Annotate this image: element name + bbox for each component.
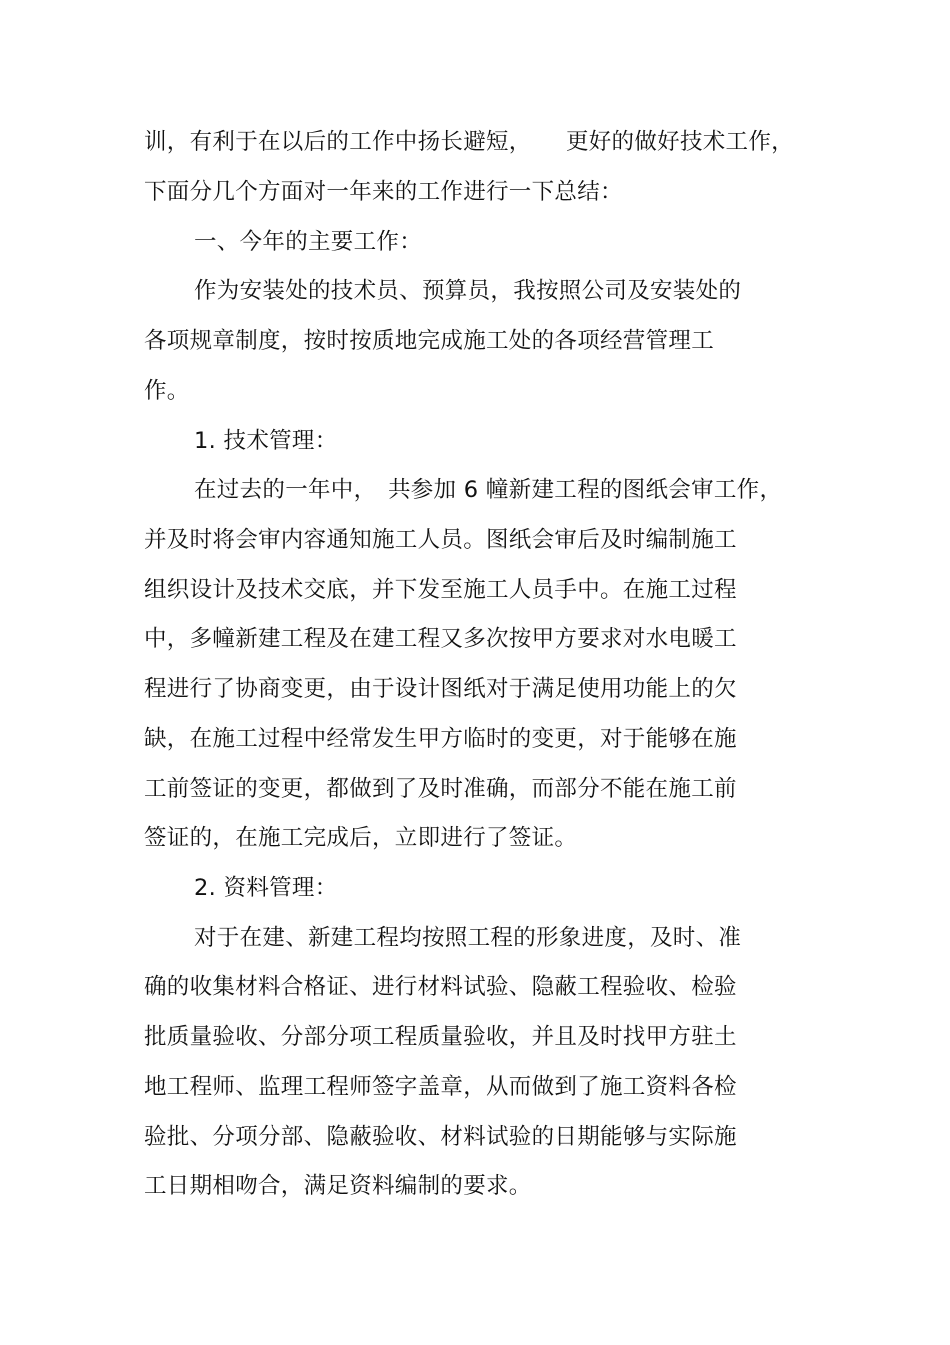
text-line: 缺，在施工过程中经常发生甲方临时的变更，对于能够在施 [144,726,737,752]
text-line: 工前签证的变更，都做到了及时准确，而部分不能在施工前 [144,776,737,802]
section-heading: 一、今年的主要工作： [194,229,423,255]
text-line: 地工程师、监理工程师签字盖章，从而做到了施工资料各检 [144,1074,737,1100]
text-line: 工日期相吻合，满足资料编制的要求。 [144,1173,532,1199]
subsection-heading: 2. 资料管理： [194,875,338,901]
text-line: 训，有利于在以后的工作中扬长避短， 更好的做好技术工作， [144,129,794,155]
text-line: 作为安装处的技术员、预算员，我按照公司及安装处的 [194,278,742,304]
text-line: 验批、分项分部、隐蔽验收、材料试验的日期能够与实际施 [144,1124,737,1150]
subsection-heading: 1. 技术管理： [194,428,338,454]
text-line: 程进行了协商变更，由于设计图纸对于满足使用功能上的欠 [144,676,737,702]
text-line: 在过去的一年中， 共参加 6 幢新建工程的图纸会审工作， [194,477,783,503]
text-line: 组织设计及技术交底，并下发至施工人员手中。在施工过程 [144,577,737,603]
text-line: 作。 [144,378,190,404]
text-line: 并及时将会审内容通知施工人员。图纸会审后及时编制施工 [144,527,737,553]
text-line: 签证的，在施工完成后，立即进行了签证。 [144,825,578,851]
text-line: 对于在建、新建工程均按照工程的形象进度，及时、准 [194,925,742,951]
text-line: 下面分几个方面对一年来的工作进行一下总结： [144,179,623,205]
text-line: 确的收集材料合格证、进行材料试验、隐蔽工程验收、检验 [144,974,737,1000]
text-line: 中，多幢新建工程及在建工程又多次按甲方要求对水电暖工 [144,626,737,652]
text-line: 各项规章制度，按时按质地完成施工处的各项经营管理工 [144,328,715,354]
text-line: 批质量验收、分部分项工程质量验收，并且及时找甲方驻土 [144,1024,737,1050]
